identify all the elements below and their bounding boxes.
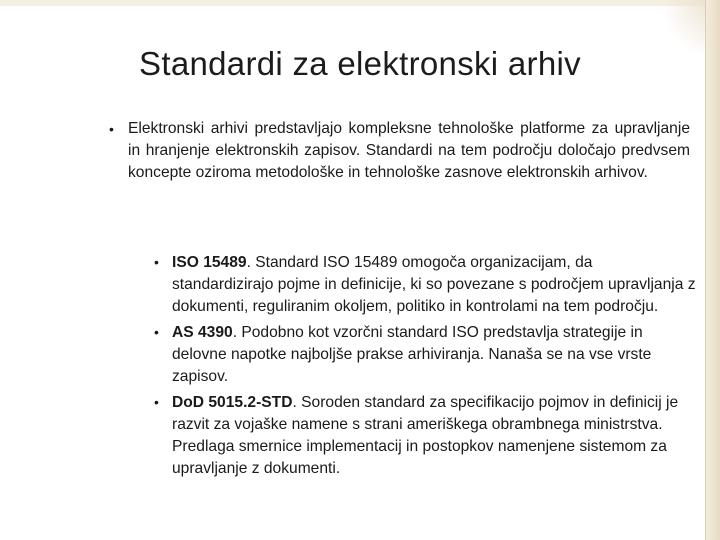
main-bullet <box>109 118 690 184</box>
bullet-dot-icon: • <box>154 394 159 410</box>
sub-bullet-term: DoD 5015.2-STD <box>172 394 293 411</box>
sub-bullet-term: AS 4390 <box>172 324 233 341</box>
bullet-dot-icon: • <box>154 324 159 340</box>
bullet-dot-icon: • <box>154 254 159 270</box>
sub-bullet-text: . Standard ISO 15489 omogoča organizacijam, da standardizirajo pojme in definicije, ki so povezane s področjem upravljanja z dokumenti, reguliranim okoljem, politiko in kontrolami na tem področju. <box>172 254 696 315</box>
sub-bullet-term: ISO 15489 <box>172 254 247 271</box>
frame-top-decoration <box>0 0 720 6</box>
sub-bullet-iso <box>154 252 698 318</box>
main-bullet-text: Elektronski arhivi predstavljajo kompleksne tehnološke platforme za upravljanje in hranjenje elektronskih zapisov. Standardi na tem področju določajo predvsem koncepte oziroma metodološke in tehnološke zasnove elektronskih arhivov. <box>128 120 690 181</box>
sub-bullet-text: . Podobno kot vzorčni standard ISO predstavlja strategije in delovne napotke najboljše prakse arhiviranja. Nanaša se na vse vrste zapisov. <box>172 324 652 385</box>
bullet-dot-icon: • <box>109 121 114 137</box>
sub-bullet-as <box>154 322 698 388</box>
sub-bullet-list <box>154 252 698 484</box>
sub-bullet-dod <box>154 392 698 480</box>
sub-bullet-text: . Soroden standard za specifikacijo pojmov in definicij je razvit za vojaške namene s strani ameriškega obrambnega ministrstva. Predlaga smernice implementacij in postopkov namenjene sistemom za upravljanje z dokumenti. <box>172 394 679 477</box>
slide-title: Standardi za elektronski arhiv <box>139 45 581 82</box>
